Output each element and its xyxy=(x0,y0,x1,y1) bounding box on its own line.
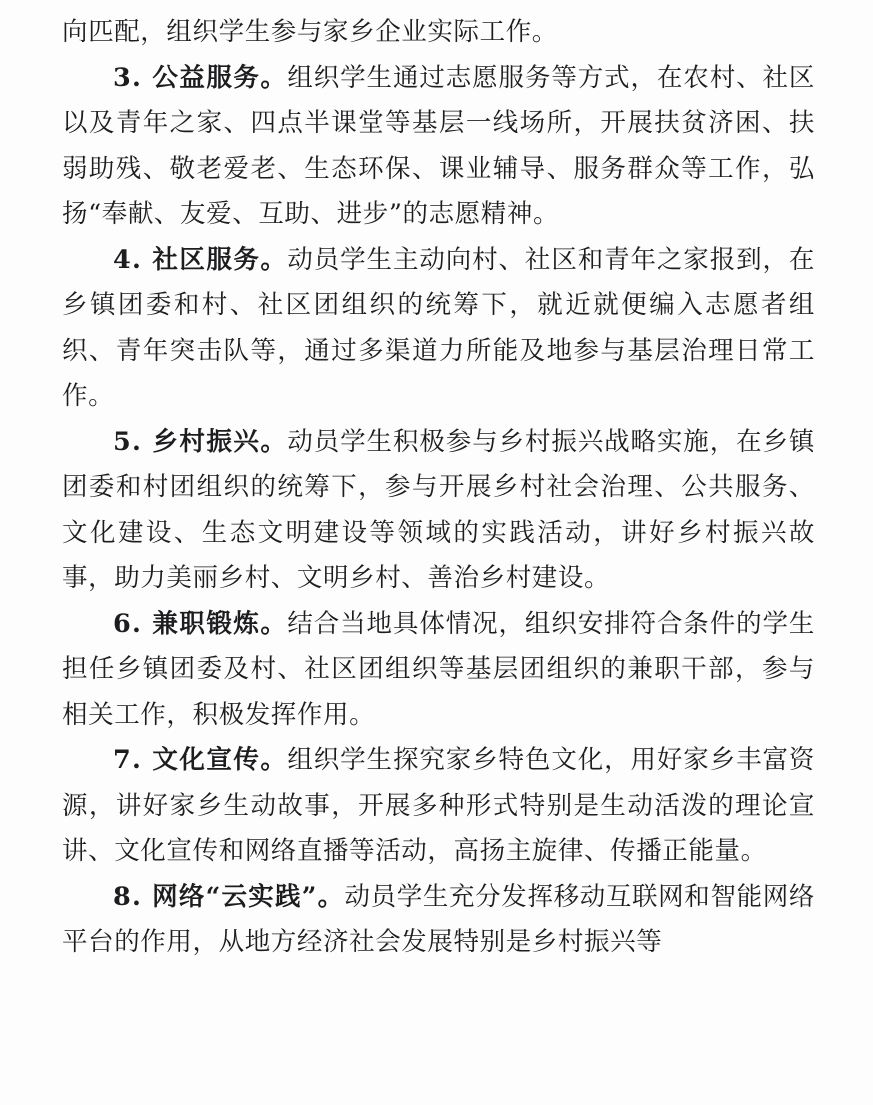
paragraph-lead-label: 5. 乡村振兴。 xyxy=(113,426,288,457)
paragraph-text: 动员学生积极参与乡村振兴战略实施，在乡镇团委和村团组织的统筹下，参与开展乡村社会治理、公共服务、文化建设、生态文明建设等领域的实践活动，讲好乡村振兴故事，助力美丽乡村、文明乡村、善治乡村建设。 xyxy=(62,426,815,593)
paragraph-text: 结合当地具体情况，组织安排符合条件的学生担任乡镇团委及村、社区团组织等基层团组织的兼职干部，参与相关工作，积极发挥作用。 xyxy=(62,608,815,730)
paragraph-text: 动员学生主动向村、社区和青年之家报到，在乡镇团委和村、社区团组织的统筹下，就近就便编入志愿者组织、青年突击队等，通过多渠道力所能及地参与基层治理日常工作。 xyxy=(62,244,815,411)
paragraph-text: 组织学生探究家乡特色文化，用好家乡丰富资源，讲好家乡生动故事，开展多种形式特别是生动活泼的理论宣讲、文化宣传和网络直播等活动，高扬主旋律、传播正能量。 xyxy=(62,745,815,866)
paragraph-item-6 xyxy=(62,602,815,739)
paragraph-lead-label: 4. 社区服务。 xyxy=(113,244,288,275)
paragraph-lead-label: 7. 文化宣传。 xyxy=(113,745,288,775)
paragraph-text: 动员学生充分发挥移动互联网和智能网络平台的作用，从地方经济社会发展特别是乡村振兴等 xyxy=(62,881,815,957)
paragraph-text: 组织学生通过志愿服务等方式，在农村、社区以及青年之家、四点半课堂等基层一线场所，开展扶贫济困、扶弱助残、敬老爱老、生态环保、课业辅导、服务群众等工作，弘扬“奉献、友爱、互助、进步”的志愿精神。 xyxy=(62,62,815,229)
paragraph-item-7 xyxy=(62,738,815,875)
paragraph-item-8 xyxy=(62,875,815,966)
paragraph-text: 向匹配，组织学生参与家乡企业实际工作。 xyxy=(62,17,558,47)
document-body xyxy=(62,10,815,966)
paragraph-lead-label: 6. 兼职锻炼。 xyxy=(113,608,288,639)
paragraph-item-4 xyxy=(62,238,815,420)
paragraph-item-5 xyxy=(62,420,815,602)
paragraph-item-3 xyxy=(62,56,815,238)
paragraph-lead-label: 3. 公益服务。 xyxy=(113,62,288,93)
paragraph-continued xyxy=(62,10,815,56)
paragraph-lead-label: 8. 网络“云实践”。 xyxy=(113,881,345,912)
